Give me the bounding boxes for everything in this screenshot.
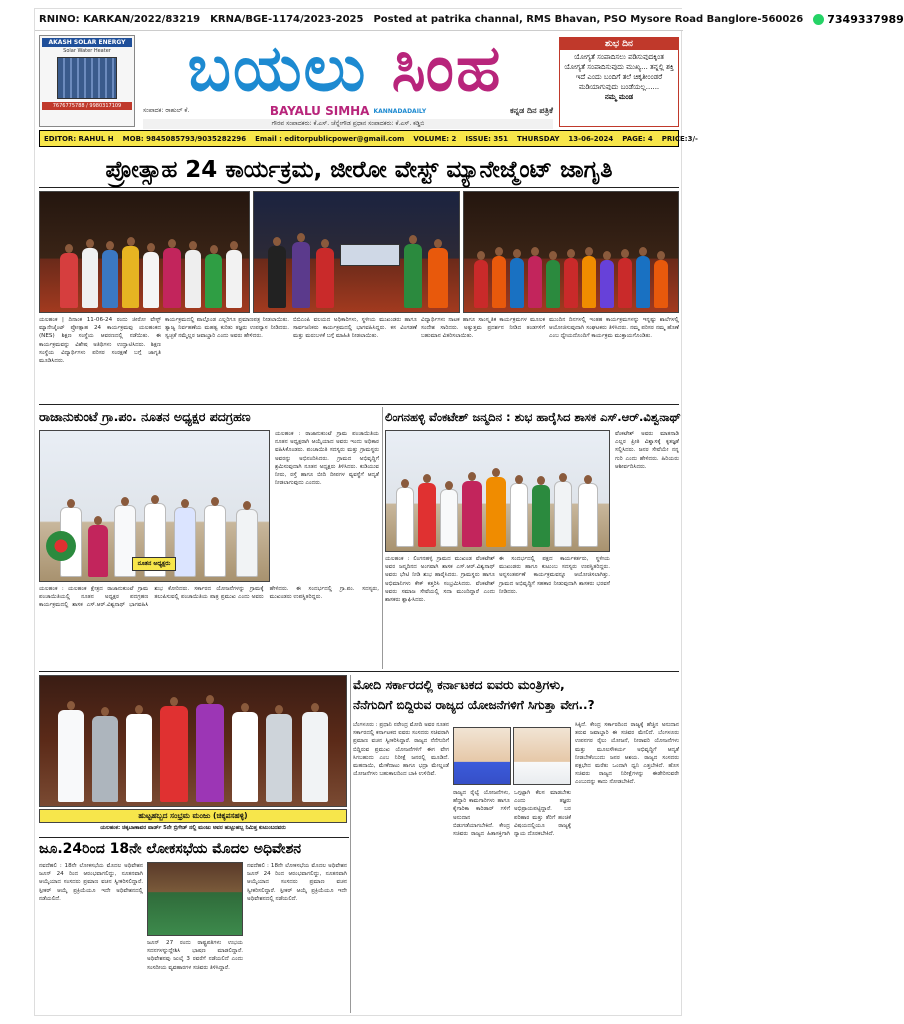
photo-caption-title: ಹುಟ್ಟಹಬ್ಬದ ಸಂಭ್ರಮ ಮಂಜು (ಚಿಕ್ಕಪಸಹಳ್ಳಿ)	[39, 809, 347, 823]
newspaper-title	[145, 33, 545, 105]
solar-panel-image	[57, 57, 117, 99]
editor-credit: ಸಂಪಾದಕ: ರಾಹುಲ್ ಕೆ.	[143, 107, 190, 114]
lead-story-col-2: ಕಾರ್ಯಕ್ರಮದಲ್ಲಿ ಪಾಲ್ಗೊಂಡ ಎಲ್ಲರಿಗೂ ಪ್ರಮಾಣಪತ್ರ ನೀಡಲಾಯಿತು. ತ್ಯಾಜ್ಯ ನಿರ್ವಹಣೆಯ ಮಹತ್ವ ಕುರಿತು ತಜ್ಞರು ಉಪನ್ಯಾಸ ನೀಡಿದರು. ಸ್ವಚ್ಛತೆ ನಮ್ಮೆಲ್ಲರ ಜವಾಬ್ದಾರಿ ಎಂದು ಅವರು ಹೇಳಿದರು.	[165, 317, 289, 340]
ad-subheading: Solar Water Heater	[63, 48, 111, 54]
editor-name: EDITOR: RAHUL H	[44, 134, 114, 143]
group-performance-photo	[463, 191, 679, 313]
edition-info-strip	[39, 130, 698, 147]
price: PRICE:3/-	[661, 134, 698, 143]
column-divider	[382, 407, 383, 669]
volume: VOLUME: 2	[413, 134, 457, 143]
rajanukunte-ceremony-photo	[39, 430, 270, 582]
newspaper-page	[34, 8, 904, 1016]
minister-portrait-2	[513, 727, 571, 785]
birthday-group-photo	[385, 430, 610, 552]
issue: ISSUE: 351	[465, 134, 509, 143]
quote-signature: ನಮ್ಮ ಮಂಡ	[604, 93, 634, 101]
students-stage-photo	[39, 191, 250, 313]
lead-story-col-4: ವಿದ್ಯಾರ್ಥಿಗಳು ನಾಟಕ ಹಾಗೂ ಸಾಂಸ್ಕೃತಿಕ ಕಾರ್ಯಕ್ರಮಗಳ ಮೂಲಕ ಸಂದೇಶ ಸಾರಿದರು. ಅತ್ಯುತ್ತಮ ಪ್ರದರ್ಶನ ನೀಡಿದ ತಂಡಗಳಿಗೆ ಬಹುಮಾನ ವಿತರಿಸಲಾಯಿತು.	[421, 317, 545, 340]
photo-caption-text: ಯಲಹಂಕ: ಚಿಕ್ಕಬಾಣಾವರ ವಾರ್ಡ್ 5ನೇ ಬ್ರಿಗೇಡ್ ನಲ್ಲಿ ಮಂಜು ಅವರ ಹುಟ್ಟುಹಬ್ಬ ನಿಮಿತ್ತ ಕುಟುಂಬದವರು	[100, 825, 286, 831]
rajanukunte-headline: ರಾಜಾನುಕುಂಟೆ ಗ್ರಾ.ಪಂ. ನೂತನ ಅಧ್ಯಕ್ಷರ ಪದಗ್ರಹಣ	[39, 409, 251, 424]
minister-portrait-1	[453, 727, 511, 785]
registration-strip	[35, 9, 904, 31]
whatsapp-icon	[813, 14, 824, 25]
award-ceremony-photo	[253, 191, 460, 313]
parliament-photo	[147, 862, 243, 936]
birthday-side-text: ವೆಂಕಟೇಶ್ ಅವರು ಮಾತನಾಡಿ ಎಲ್ಲರ ಪ್ರೀತಿ ವಿಶ್ವಾಸಕ್ಕೆ ಕೃತಜ್ಞತೆ ಸಲ್ಲಿಸಿದರು. ಜನರ ಸೇವೆಯೇ ನನ್ನ ಗುರಿ ಎಂದು ಹೇಳಿದರು. ಹಿರಿಯರು ಆಶೀರ್ವದಿಸಿದರು.	[615, 431, 679, 470]
email-address: Email : editorpublicpower@gmail.com	[255, 134, 405, 143]
title-word-bayalu: ಬಯಲು	[187, 32, 368, 106]
lead-story-col-5: ಮುಂದಿನ ದಿನಗಳಲ್ಲಿ ಇಂತಹ ಕಾರ್ಯಕ್ರಮಗಳನ್ನು ಇನ್ನಷ್ಟು ಶಾಲೆಗಳಲ್ಲಿ ಆಯೋಜಿಸುವುದಾಗಿ ಸಂಘಟಕರು ತಿಳಿಸಿದರು. ನಮ್ಮ ಪರಿಸರ ನಮ್ಮ ಹೊಣೆ ಎಂಬ ಧ್ಯೇಯದೊಂದಿಗೆ ಕಾರ್ಯಕ್ರಮ ಮುಕ್ತಾಯಗೊಂಡಿತು.	[549, 317, 679, 340]
flower-bouquet	[46, 531, 76, 561]
solar-advertisement	[39, 35, 135, 127]
krna-number: KRNA/BGE-1174/2023-2025	[210, 14, 364, 25]
whatsapp-contact	[813, 13, 904, 26]
quote-box	[559, 37, 679, 127]
mobile-numbers: MOB: 9845085793/9035282296	[122, 134, 247, 143]
lead-story-col-3: ಬಿಬಿಎಂಪಿ ವಲಯದ ಅಧಿಕಾರಿಗಳು, ಸ್ಥಳೀಯ ಮುಖಂಡರು ಹಾಗೂ ಸಾರ್ವಜನಿಕರು ಕಾರ್ಯಕ್ರಮದಲ್ಲಿ ಭಾಗವಹಿಸಿದ್ದರು. ಕಸ ವಿಂಗಡಣೆ ಮತ್ತು ಮರುಬಳಕೆ ಬಗ್ಗೆ ಮಾಹಿತಿ ನೀಡಲಾಯಿತು.	[293, 317, 417, 340]
english-title: BAYALU SIMHA	[269, 104, 370, 118]
postal-line: Posted at patrika channal, RMS Bhavan, PSO Mysore Road Banglore-560026	[373, 14, 804, 25]
modi-headline-line-2: ನೆನೆಗುದಿಗೆ ಬಿದ್ದಿರುವ ರಾಜ್ಯದ ಯೋಜನೆಗಳಿಗೆ ಸಿಗುತ್ತಾ ವೇಗ..?	[353, 698, 595, 712]
modi-headline-line-1: ಮೋದಿ ಸರ್ಕಾರದಲ್ಲಿ ಕರ್ನಾಟಕದ ಐವರು ಮಂತ್ರಿಗಳು,	[353, 677, 565, 692]
lead-story-col-1: ಯಲಹಂಕ | ದಿನಾಂಕ 11-06-24 ರಂದು ಜೀರೋ ವೇಸ್ಟ್ ಮ್ಯಾನೇಜ್ಮೆಂಟ್ ಪ್ರೋತ್ಸಾಹ 24 ಕಾರ್ಯಕ್ರಮವು ಯಲಹಂಕದ (NES) ಶಿಕ್ಷಣ ಸಂಸ್ಥೆಯ ಆವರಣದಲ್ಲಿ ನಡೆಯಿತು. ಈ ಕಾರ್ಯಕ್ರಮವನ್ನು ವಿಶೇಷ ಅತಿಥಿಗಳು ಉದ್ಘಾಟಿಸಿದರು. ಶಿಕ್ಷಣ ಸಂಸ್ಥೆಯ ವಿದ್ಯಾರ್ಥಿಗಳು ಪರಿಸರ ಸಂರಕ್ಷಣೆ ಬಗ್ಗೆ ಜಾಗೃತಿ ಮೂಡಿಸಿದರು.	[39, 317, 161, 365]
english-subtitle: KANNADADAILY	[373, 107, 427, 115]
section-divider-2	[39, 671, 679, 672]
masthead	[35, 31, 683, 129]
cheque-board	[340, 244, 400, 266]
page-number: PAGE: 4	[622, 134, 653, 143]
nameplate: ನೂತನ ಅಧ್ಯಕ್ಷರು	[132, 557, 176, 571]
section-divider	[39, 404, 679, 405]
rajanukunte-body-text: ಯಲಹಂಕ : ಯಲಹಂಕ ಕ್ಷೇತ್ರದ ರಾಜಾನುಕುಂಟೆ ಗ್ರಾಮ ಪಂಚಾಯಿತಿಯಲ್ಲಿ ನೂತನ ಅಧ್ಯಕ್ಷರ ಪದಗ್ರಹಣ ಕಾರ್ಯಕ್ರಮದಲ್ಲಿ ಶಾಸಕ ಎಸ್.ಆರ್.ವಿಶ್ವನಾಥ್ ಭಾಗವಹಿಸಿ ಶುಭ ಕೋರಿದರು. ಸರ್ಕಾರದ ಯೋಜನೆಗಳನ್ನು ಗ್ರಾಮಕ್ಕೆ ತಲುಪಿಸುವಲ್ಲಿ ಪಂಚಾಯಿತಿಯ ಪಾತ್ರ ಪ್ರಮುಖ ಎಂದು ಅವರು ಹೇಳಿದರು. ಈ ಸಂದರ್ಭದಲ್ಲಿ ಗ್ರಾ.ಪಂ. ಸದಸ್ಯರು, ಮುಖಂಡರು ಉಪಸ್ಥಿತರಿದ್ದರು.	[39, 586, 379, 609]
modi-text-col-3: ಸಿಕ್ಕಿದೆ. ಕೇಂದ್ರ ಸರ್ಕಾರದಿಂದ ರಾಜ್ಯಕ್ಕೆ ಹೆಚ್ಚಿನ ಅನುದಾನ ತರುವ ಜವಾಬ್ದಾರಿ ಈ ಸಚಿವರ ಮೇಲಿದೆ. ಬೆಂಗಳೂರು ಉಪನಗರ ರೈಲು ಯೋಜನೆ, ನೀರಾವರಿ ಯೋಜನೆಗಳು ಮತ್ತು ಮೂಲಸೌಕರ್ಯ ಅಭಿವೃದ್ಧಿಗೆ ಆದ್ಯತೆ ನೀಡಬೇಕೆಂಬುದು ಜನರ ಆಶಯ. ರಾಜ್ಯದ ಸಂಸದರು ಪಕ್ಷಭೇದ ಮರೆತು ಒಂದಾಗಿ ಧ್ವನಿ ಎತ್ತಬೇಕಿದೆ. ಹೊಸ ಸಚಿವರು ರಾಜ್ಯದ ನಿರೀಕ್ಷೆಗಳನ್ನು ಈಡೇರಿಸುವರೇ ಎಂಬುದನ್ನು ಕಾದು ನೋಡಬೇಕಿದೆ.	[575, 722, 679, 786]
birthday-text-col-1: ಯಲಹಂಕ : ಲಿಂಗನಹಳ್ಳಿ ಗ್ರಾಮದ ಮುಖಂಡ ವೆಂಕಟೇಶ್ ಅವರ ಜನ್ಮದಿನದ ಅಂಗವಾಗಿ ಶಾಸಕ ಎಸ್.ಆರ್.ವಿಶ್ವನಾಥ್ ಅವರು ಭೇಟಿ ನೀಡಿ ಶುಭ ಹಾರೈಸಿದರು. ಗ್ರಾಮಸ್ಥರು ಹಾಗೂ ಅಭಿಮಾನಿಗಳು ಕೇಕ್ ಕತ್ತರಿಸಿ ಸಂಭ್ರಮಿಸಿದರು. ವೆಂಕಟೇಶ್ ಅವರು ಸಮಾಜ ಸೇವೆಯಲ್ಲಿ ಸದಾ ಮುಂದಿದ್ದಾರೆ ಎಂದು ಶಾಸಕರು ಶ್ಲಾಘಿಸಿದರು.	[385, 556, 495, 604]
loksabha-text-col-1: ನವದೆಹಲಿ : 18ನೇ ಲೋಕಸಭೆಯ ಮೊದಲ ಅಧಿವೇಶನ ಜೂನ್ 24 ರಿಂದ ಆರಂಭವಾಗಲಿದ್ದು, ನೂತನವಾಗಿ ಆಯ್ಕೆಯಾದ ಸಂಸದರು ಪ್ರಮಾಣ ವಚನ ಸ್ವೀಕರಿಸಲಿದ್ದಾರೆ. ಸ್ಪೀಕರ್ ಆಯ್ಕೆ ಪ್ರಕ್ರಿಯೆಯೂ ಇದೇ ಅಧಿವೇಶನದಲ್ಲಿ ನಡೆಯಲಿದೆ.	[39, 863, 143, 902]
birthday-celebration-photo	[39, 675, 347, 807]
phone-number: 7349337989	[827, 13, 904, 26]
column-divider-2	[350, 675, 351, 1013]
tagline: ಕನ್ನಡ ದಿನ ಪತ್ರಿಕೆ	[509, 106, 553, 115]
issue-date: 13-06-2024	[568, 134, 614, 143]
loksabha-headline: ಜೂ.24ರಿಂದ 18ನೇ ಲೋಕಸಭೆಯ ಮೊದಲ ಅಧಿವೇಶನ	[39, 841, 302, 857]
rni-number: RNINO: KARKAN/2022/83219	[39, 14, 201, 25]
title-word-simha: ಸಿಂಹ	[391, 32, 503, 106]
loksabha-text-col-3: ನವದೆಹಲಿ : 18ನೇ ಲೋಕಸಭೆಯ ಮೊದಲ ಅಧಿವೇಶನ ಜೂನ್ 24 ರಿಂದ ಆರಂಭವಾಗಲಿದ್ದು, ನೂತನವಾಗಿ ಆಯ್ಕೆಯಾದ ಸಂಸದರು ಪ್ರಮಾಣ ವಚನ ಸ್ವೀಕರಿಸಲಿದ್ದಾರೆ. ಸ್ಪೀಕರ್ ಆಯ್ಕೆ ಪ್ರಕ್ರಿಯೆಯೂ ಇದೇ ಅಧಿವೇಶನದಲ್ಲಿ ನಡೆಯಲಿದೆ.	[247, 863, 347, 902]
ad-phone: 7676775788 / 9980317109	[42, 102, 132, 110]
ad-heading: AKASH SOLAR ENERGY	[42, 38, 132, 47]
birthday-text-col-2: ಈ ಸಂದರ್ಭದಲ್ಲಿ ಪಕ್ಷದ ಕಾರ್ಯಕರ್ತರು, ಸ್ಥಳೀಯ ಮುಖಂಡರು ಹಾಗೂ ಕುಟುಂಬ ಸದಸ್ಯರು ಉಪಸ್ಥಿತರಿದ್ದರು. ಅನ್ನಸಂತರ್ಪಣೆ ಕಾರ್ಯಕ್ರಮವನ್ನೂ ಆಯೋಜಿಸಲಾಗಿತ್ತು. ಗ್ರಾಮದ ಅಭಿವೃದ್ಧಿಗೆ ಸಹಕಾರ ನೀಡುವುದಾಗಿ ಶಾಸಕರು ಭರವಸೆ ನೀಡಿದರು.	[499, 556, 610, 595]
birthday-headline: ಲಿಂಗನಹಳ್ಳಿ ವೆಂಕಟೇಶ್ ಜನ್ಮದಿನ : ಶುಭ ಹಾರೈಸಿದ ಶಾಸಕ ಎಸ್.ಆರ್.ವಿಶ್ವನಾಥ್	[385, 410, 681, 424]
section-divider-3	[39, 837, 349, 838]
rajanukunte-side-text: ಯಲಹಂಕ : ರಾಜಾನುಕುಂಟೆ ಗ್ರಾಮ ಪಂಚಾಯಿತಿಯ ನೂತನ ಅಧ್ಯಕ್ಷರಾಗಿ ಆಯ್ಕೆಯಾದ ಅವರು ಇಂದು ಅಧಿಕಾರ ವಹಿಸಿಕೊಂಡರು. ಪಂಚಾಯಿತಿ ಸದಸ್ಯರು ಮತ್ತು ಗ್ರಾಮಸ್ಥರು ಅವರನ್ನು ಅಭಿನಂದಿಸಿದರು. ಗ್ರಾಮದ ಅಭಿವೃದ್ಧಿಗೆ ಶ್ರಮಿಸುವುದಾಗಿ ನೂತನ ಅಧ್ಯಕ್ಷರು ತಿಳಿಸಿದರು. ಕುಡಿಯುವ ನೀರು, ರಸ್ತೆ ಹಾಗೂ ಬೀದಿ ದೀಪಗಳ ವ್ಯವಸ್ಥೆಗೆ ಆದ್ಯತೆ ನೀಡಲಾಗುವುದು ಎಂದರು.	[275, 431, 379, 487]
loksabha-text-col-2: ಜೂನ್ 27 ರಂದು ರಾಷ್ಟ್ರಪತಿಗಳು ಉಭಯ ಸದನಗಳನ್ನುದ್ದೇಶಿಸಿ ಭಾಷಣ ಮಾಡಲಿದ್ದಾರೆ. ಅಧಿವೇಶನವು ಜುಲೈ 3 ರವರೆಗೆ ನಡೆಯಲಿದೆ ಎಂದು ಸಂಸದೀಯ ವ್ಯವಹಾರಗಳ ಸಚಿವರು ತಿಳಿಸಿದ್ದಾರೆ.	[147, 940, 243, 971]
modi-text-col-2: ರಾಜ್ಯದ ರೈಲ್ವೆ ಯೋಜನೆಗಳು, ಹೆದ್ದಾರಿ ಕಾಮಗಾರಿಗಳು ಹಾಗೂ ಕೈಗಾರಿಕಾ ಕಾರಿಡಾರ್ ಗಳಿಗೆ ಅನುದಾನ ಬಿಡುಗಡೆಯಾಗಬೇಕಿದೆ. ಕೇಂದ್ರ ಸಚಿವರು ರಾಜ್ಯದ ಹಿತಾಸಕ್ತಿಗಾಗಿ ಒಗ್ಗಟ್ಟಾಗಿ ಕೆಲಸ ಮಾಡಬೇಕು ಎಂದು ತಜ್ಞರು ಅಭಿಪ್ರಾಯಪಟ್ಟಿದ್ದಾರೆ. ಬರ ಪರಿಹಾರ ಮತ್ತು ತೆರಿಗೆ ಹಂಚಿಕೆ ವಿಷಯದಲ್ಲಿಯೂ ರಾಜ್ಯಕ್ಕೆ ನ್ಯಾಯ ದೊರಕಬೇಕಿದೆ.	[453, 790, 571, 838]
main-headline: ಪ್ರೋತ್ಸಾಹ 24 ಕಾರ್ಯಕ್ರಮ, ಜೀರೋ ವೇಸ್ಟ್ ಮ್ಯಾನೇಜ್ಮೆಂಟ್ ಜಾಗೃತಿ	[39, 152, 679, 188]
quote-heading: ಶುಭ ದಿನ	[560, 38, 678, 50]
weekday: THURSDAY	[517, 134, 560, 143]
quote-text: ಯೋಗ್ಯತೆ ಸಂಪಾದಿಸಲು ಪಡಿಸುವುದಕ್ಕಿಂತ ಯೋಗ್ಯತೆ ಸಂಪಾದಿಸುವುದು ಮುಖ್ಯ... ತನ್ನಲ್ಲಿ ಶಕ್ತಿ ಇದೆ ಎಂದು ಬಂದಿಗೆ ತಲೆ ಚಿಕ್ಕತೀಂಂಡರೆ ಮಡಿಯಾಗುವುದು ಬಂಡೆಯಲ್ಲ...... ನಮ್ಮ ಮಂಡ	[564, 53, 674, 101]
modi-text-col-1: ಬೆಂಗಳೂರು : ಪ್ರಧಾನಿ ನರೇಂದ್ರ ಮೋದಿ ಅವರ ನೂತನ ಸರ್ಕಾರದಲ್ಲಿ ಕರ್ನಾಟಕದ ಐವರು ಸಂಸದರು ಸಚಿವರಾಗಿ ಪ್ರಮಾಣ ವಚನ ಸ್ವೀಕರಿಸಿದ್ದಾರೆ. ರಾಜ್ಯದ ನೆನೆಗುದಿಗೆ ಬಿದ್ದಿರುವ ಪ್ರಮುಖ ಯೋಜನೆಗಳಿಗೆ ಈಗ ವೇಗ ಸಿಗಬಹುದು ಎಂಬ ನಿರೀಕ್ಷೆ ಜನರಲ್ಲಿ ಮೂಡಿದೆ. ಮಹದಾಯಿ, ಮೇಕೆದಾಟು ಹಾಗೂ ಭದ್ರಾ ಮೇಲ್ದಂಡೆ ಯೋಜನೆಗಳು ಬಹುಕಾಲದಿಂದ ಬಾಕಿ ಉಳಿದಿವೆ.	[353, 722, 449, 778]
title-subline	[143, 103, 553, 119]
publisher-line: ಗೌರವ ಸಂಪಾದಕರು: ಕೆ.ಎಸ್. ಚೆನ್ನೇಗೌಡ ಪ್ರಧಾನ ಸಂಪಾದಕರು: ಕೆ.ಎಸ್. ಕಡ್ಡಿಬಿ	[143, 119, 553, 129]
